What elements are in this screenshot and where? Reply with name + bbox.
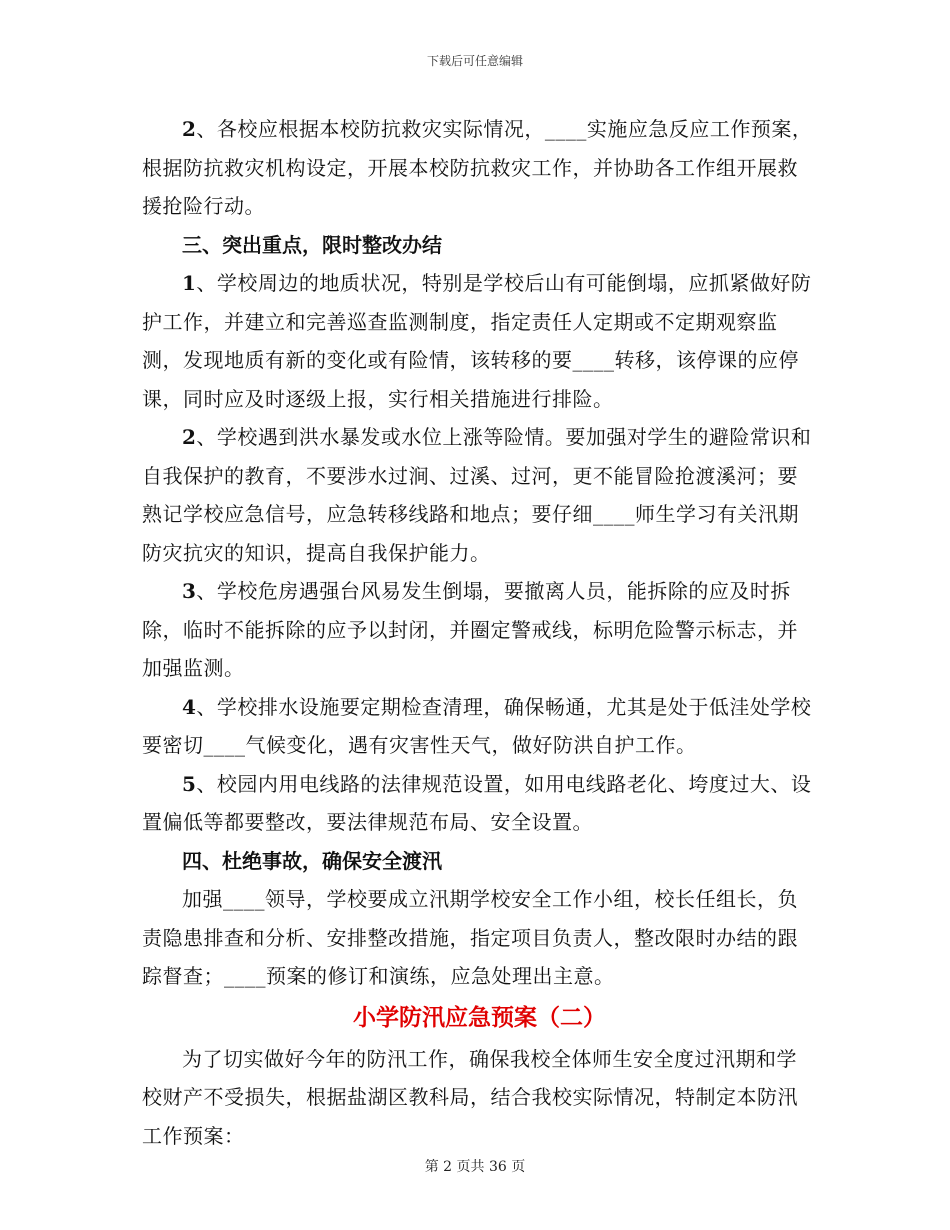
- paragraph-text: 、学校周边的地质状况，特别是学校后山有可能倒塌，应抓紧做好防护工作，并建立和完善巡查监测制度，指定责任人定期或不定期观察监测，发现地质有新的变化或有险情，该转移的要____转移，该停课的应停课，同时应及时逐级上报，实行相关措施进行排险。: [142, 271, 812, 411]
- paragraph-3-3: [142, 572, 817, 688]
- paragraph-3-4: [142, 688, 817, 765]
- paragraph-text: 、各校应根据本校防抗救灾实际情况，____实施应急反应工作预案，根据防抗救灾机构设定，开展本校防抗救灾工作，并协助各工作组开展救援抢险行动。: [142, 117, 813, 218]
- item-number: 4: [182, 694, 197, 719]
- paragraph-text: 、校园内用电线路的法律规范设置，如用电线路老化、垮度过大、设置偏低等都要整改，要法律规范布局、安全设置。: [142, 771, 812, 834]
- paragraph-4: 加强____领导，学校要成立汛期学校安全工作小组，校长任组长，负责隐患排查和分析、安排整改措施，指定项目负责人，整改限时办结的跟踪督查；____预案的修订和演练，应急处理出主意。: [142, 887, 798, 988]
- paragraph-text: 、学校危房遇强台风易发生倒塌，要撤离人员，能拆除的应及时拆除，临时不能拆除的应予以封闭，并圈定警戒线，标明危险警示标志，并加强监测。: [142, 579, 798, 680]
- page-header: 下载后可任意编辑: [426, 54, 523, 68]
- item-number: 5: [182, 771, 197, 796]
- item-number: 3: [182, 579, 197, 603]
- item-number: 1: [182, 271, 197, 295]
- paragraph-3-1: [142, 264, 817, 418]
- section-title: 小学防汛应急预案（二）: [353, 1003, 606, 1031]
- intro-paragraph: 为了切实做好今年的防汛工作，确保我校全体师生安全度过汛期和学校财产不受损失，根据盐湖区教科局，结合我校实际情况，特制定本防汛工作预案：: [142, 1046, 798, 1148]
- paragraph-text: 、学校遇到洪水暴发或水位上涨等险情。要加强对学生的避险常识和自我保护的教育，不要涉水过涧、过溪、过河，更不能冒险抢渡溪河；要熟记学校应急信号，应急转移线路和地点；要仔细____师生学习有关汛期防灾抗灾的知识，提高自我保护能力。: [142, 425, 812, 565]
- item-number: 2: [182, 425, 197, 449]
- page-footer: 第 2 页共 36 页: [424, 1159, 526, 1175]
- paragraph-3-2: [142, 418, 817, 572]
- paragraph-text: 、学校排水设施要定期检查清理，确保畅通，尤其是处于低洼处学校要密切____气候变化，遇有灾害性天气，做好防洪自护工作。: [142, 694, 812, 757]
- section-heading-3: 三、突出重点，限时整改办结: [182, 232, 442, 257]
- paragraph-2: [142, 110, 817, 226]
- item-number: 2: [182, 117, 197, 141]
- document-body: [142, 110, 817, 1155]
- paragraph-3-5: [142, 765, 817, 842]
- section-heading-4: 四、杜绝事故，确保安全渡汛: [182, 848, 442, 873]
